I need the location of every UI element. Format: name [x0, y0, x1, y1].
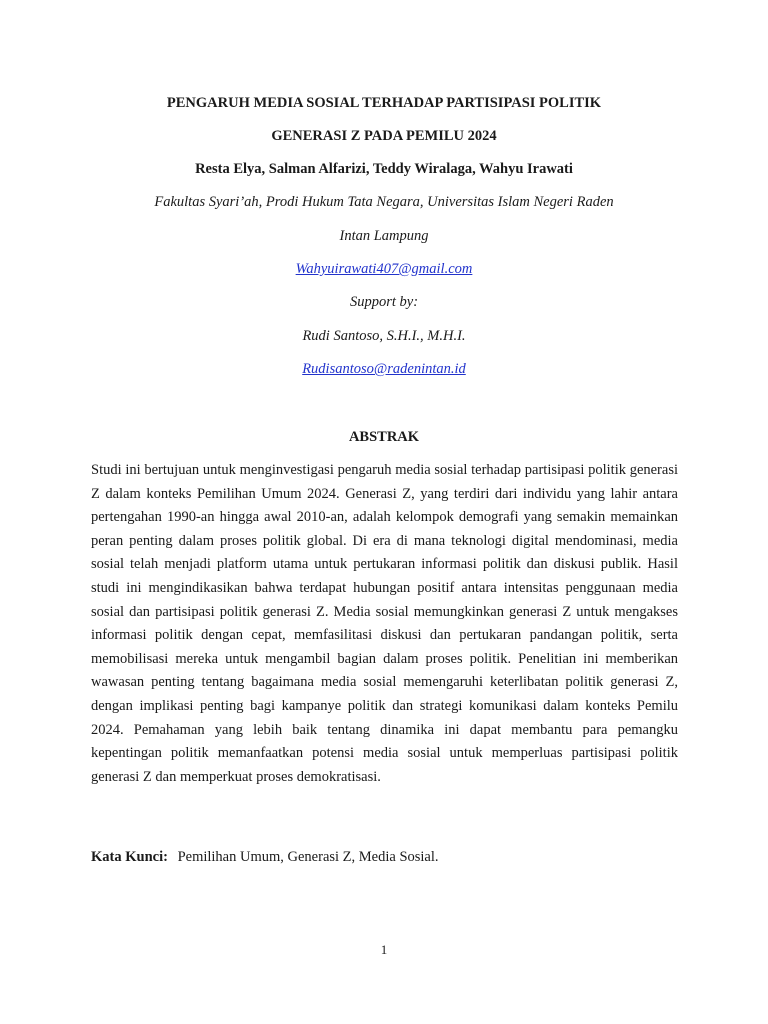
support-name: Rudi Santoso, S.H.I., M.H.I.	[302, 328, 466, 344]
support-email-wrapper	[0, 360, 768, 378]
support-label: Support by:	[349, 294, 419, 310]
abstract-heading: ABSTRAK	[348, 429, 420, 445]
authors: Resta Elya, Salman Alfarizi, Teddy Wiralaga, Wahyu Irawati	[195, 161, 573, 177]
abstract-text: Studi ini bertujuan untuk menginvestigasi pengaruh media sosial terhadap partisipasi politik generasi Z dalam konteks Pemilihan Umum 2024. Generasi Z, yang terdiri dari individu yang lahir antara pertengahan 1990-an hingga awal 2010-an, adalah kelompok demografi yang semakin memainkan peran penting dalam proses politik global. Di era di mana teknologi digital mendominasi, media sosial telah menjadi platform utama untuk pertukaran informasi politik dan diskusi publik. Hasil studi ini mengindikasikan bahwa terdapat hubungan positif antara intensitas penggunaan media sosial dan partisipasi politik generasi Z. Media sosial memungkinkan generasi Z untuk mengakses informasi politik dengan cepat, memfasilitasi diskusi dan pertukaran pandangan politik, serta memobilisasi mereka untuk mengambil bagian dalam proses politik. Penelitian ini memberikan wawasan penting tentang bagaimana media sosial memengaruhi keterlibatan politik generasi Z, dengan implikasi penting bagi kampanye politik dan strategi komunikasi dalam konteks Pemilu 2024. Pemahaman yang lebih baik tentang dinamika ini dapat membantu para pemangku kepentingan politik memanfaatkan potensi media sosial untuk memperluas partisipasi politik generasi Z dan memperkuat proses demokratisasi.	[91, 462, 678, 785]
title-line-2: GENERASI Z PADA PEMILU 2024	[271, 128, 497, 144]
affiliation-line-1: Fakultas Syari’ah, Prodi Hukum Tata Negara, Universitas Islam Negeri Raden	[154, 194, 614, 210]
title-line-1: PENGARUH MEDIA SOSIAL TERHADAP PARTISIPASI POLITIK	[166, 95, 602, 111]
author-email-link[interactable]: Wahyuirawati407@gmail.com	[295, 261, 473, 277]
page-number: 1	[380, 942, 388, 957]
keywords-value: Pemilihan Umum, Generasi Z, Media Sosial.	[177, 849, 439, 865]
author-email-wrapper	[0, 260, 768, 278]
support-email-link[interactable]: Rudisantoso@radenintan.id	[302, 361, 466, 377]
affiliation-line-2: Intan Lampung	[339, 228, 429, 244]
keywords	[91, 848, 439, 866]
keywords-label: Kata Kunci:	[91, 849, 168, 865]
